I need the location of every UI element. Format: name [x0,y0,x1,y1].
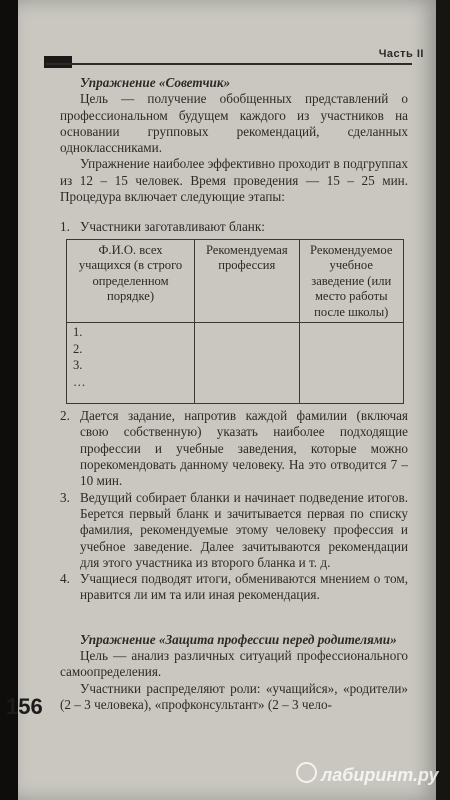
page-shadow-left [0,0,18,800]
step-1 [60,219,408,235]
part-label: Часть II [378,48,424,60]
spacer [60,205,408,219]
row-number: 2. [73,341,83,356]
table-cell-empty [299,323,403,404]
steps-list [60,219,408,235]
step-number: 4. [60,571,70,587]
table-row [67,323,404,404]
page-number: 156 [6,694,43,719]
watermark [296,762,439,786]
row-number: 1. [73,325,83,340]
exercise-intro: Упражнение наиболее эффективно проходит в подгруппах из 12 – 15 человек. Время проведения — 15 – 25 мин. Процедура включает следующие этапы: [60,156,408,205]
step-2 [60,408,408,489]
table-header-profession: Рекомендуемая профессия [195,239,299,323]
step-number: 3. [60,489,70,505]
spacer [60,604,408,632]
exercise-title: Упражнение «Советчик» [80,75,231,90]
step-text: Ведущий собирает бланки и начинает подведение итогов. Берется первый бланк и зачитывается первая по списку фамилия, рекомендуемые этому человеку профессия и учебное заведение. Далее зачитываются рекомендации для этого участника из второго бланка и т. д. [80,489,408,570]
step-number: 2. [60,408,70,424]
step-3 [60,490,408,571]
header-rule [46,63,412,65]
step-text: Дается задание, напротив каждой фамилии (включая свою собственную) указать наиболее подходящие профессии и учебные заведения, которые можно порекомендовать данному человеку. На это отводится 7 – 10 мин. [80,408,408,489]
exercise-goal: Цель — анализ различных ситуаций профессионального самоопределения. [60,648,408,680]
step-text: Участники заготавливают бланк: [80,219,265,235]
labirint-logo-icon [296,762,317,783]
exercise-title: Упражнение «Защита профессии перед родителями» [80,631,397,647]
table-header-row [67,239,404,323]
exercise-roles: Участники распределяют роли: «учащийся», «родители» (2 – 3 человека), «профконсультант» (2 – 3 чело- [60,680,408,712]
row-number: 3. [73,358,83,373]
table-cell-names [67,323,195,404]
blank-form-table [66,239,404,405]
step-4 [60,571,408,604]
step-text: Учащиеся подводят итоги, обмениваются мнением о том, нравится ли им та или иная рекомендация. [80,571,408,603]
page-shadow-right [436,0,450,800]
table-cell-empty [195,323,299,404]
exercise-goal: Цель — получение обобщенных представлений о профессиональном будущем каждого из участников на основании групповых рекомендаций, сделанных одноклассниками. [60,91,408,156]
step-number: 1. [60,219,70,235]
table-header-school: Рекомендуемое учебное заведение (или место работы после школы) [299,239,403,323]
row-number: … [73,374,86,389]
page-content [60,75,408,713]
steps-list [60,408,408,604]
header-marker [44,56,72,68]
table-header-name: Ф.И.О. всех учащихся (в строго определенном порядке) [67,239,195,323]
watermark-text: лабиринт.ру [321,765,439,785]
